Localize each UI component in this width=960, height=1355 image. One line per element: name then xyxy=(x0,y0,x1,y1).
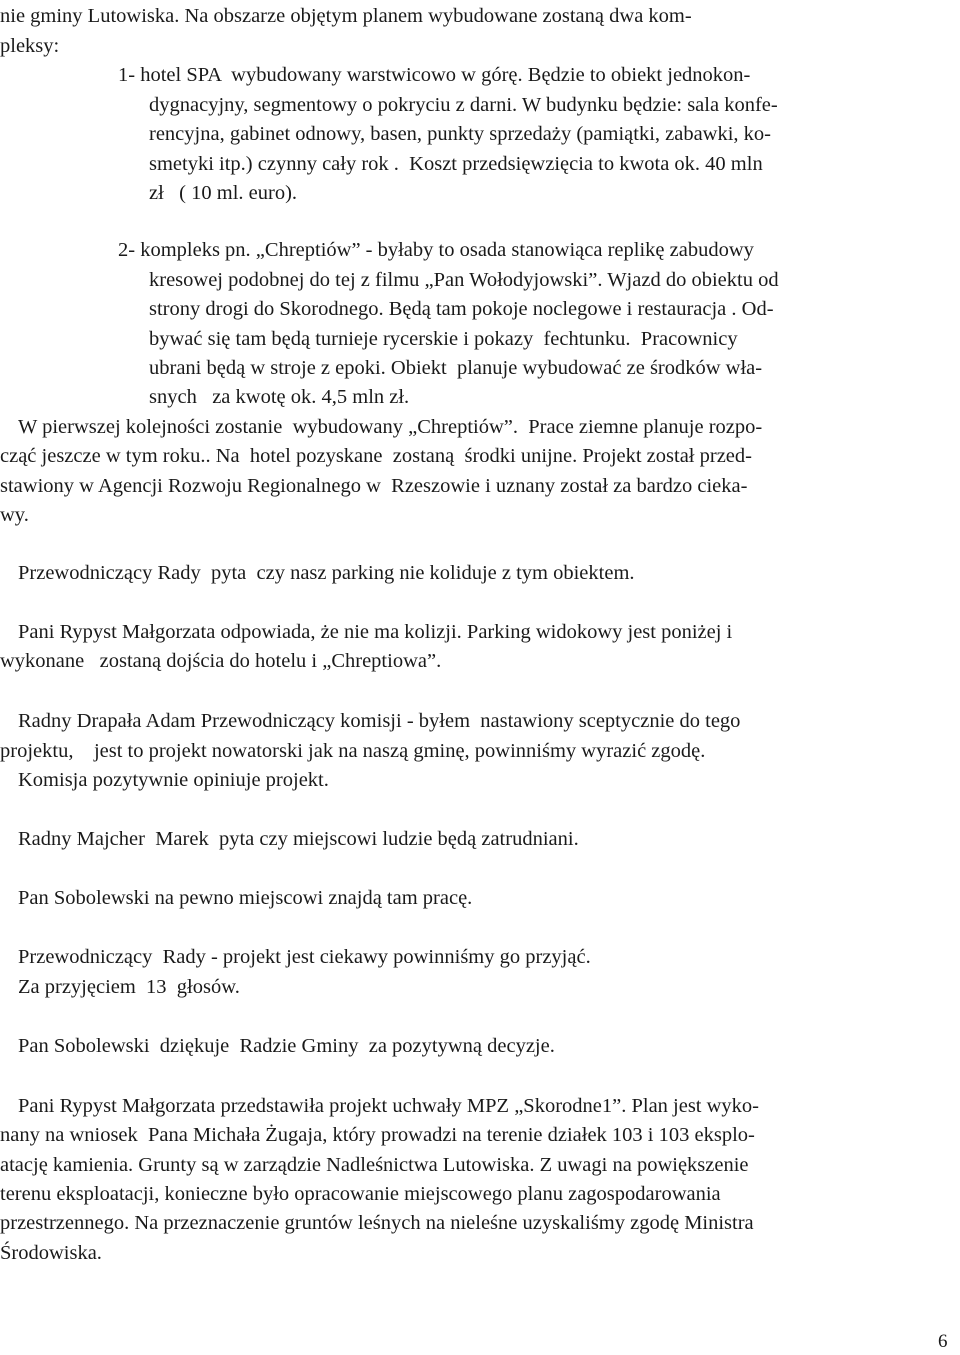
text-line: cząć jeszcze w tym roku.. Na hotel pozyskane zostaną środki unijne. Projekt został przed- xyxy=(0,445,752,467)
text-line: nany na wniosek Pana Michała Żugaja, który prowadzi na terenie działek 103 i 103 eksplo- xyxy=(0,1124,755,1146)
text-line: rencyjna, gabinet odnowy, basen, punkty sprzedaży (pamiątki, zabawki, ko- xyxy=(149,123,772,145)
text-line: wykonane zostaną dojścia do hotelu i „Chreptiowa”. xyxy=(0,650,442,672)
text-line: Przewodniczący Rady - projekt jest ciekawy powinniśmy go przyjąć. xyxy=(18,946,591,968)
text-line: zł ( 10 ml. euro). xyxy=(149,182,298,204)
text-line: Środowiska. xyxy=(0,1242,102,1264)
text-line: Komisja pozytywnie opiniuje projekt. xyxy=(18,769,329,791)
text-line: przestrzennego. Na przeznaczenie gruntów leśnych na nieleśne uzyskaliśmy zgodę Ministra xyxy=(0,1212,754,1234)
text-line: bywać się tam będą turnieje rycerskie i pokazy fechtunku. Pracownicy xyxy=(149,328,738,350)
text-line: Za przyjęciem 13 głosów. xyxy=(18,976,240,998)
text-line: Przewodniczący Rady pyta czy nasz parking nie koliduje z tym obiektem. xyxy=(18,562,635,584)
text-line: ubrani będą w stroje z epoki. Obiekt planuje wybudować ze środków wła- xyxy=(149,357,763,379)
list-item-hotel: 1- hotel SPA wybudowany warstwicowo w górę. Będzie to obiekt jednokon- xyxy=(118,64,751,86)
text-line: Pani Rypyst Małgorzata przedstawiła projekt uchwały MPZ „Skorodne1”. Plan jest wyko- xyxy=(18,1095,760,1117)
text-line: stawiony w Agencji Rozwoju Regionalnego w Rzeszowie i uznany został za bardzo cieka- xyxy=(0,475,748,497)
list-item-kompleks: 2- kompleks pn. „Chreptiów” - byłaby to osada stanowiąca replikę zabudowy xyxy=(118,239,754,261)
text-line: wy. xyxy=(0,504,29,526)
text-line: pleksy: xyxy=(0,35,60,57)
text-line: dygnacyjny, segmentowy o pokryciu z darni. W budynku będzie: sala konfe- xyxy=(149,94,778,116)
text-line: smetyki itp.) czynny cały rok . Koszt przedsięwzięcia to kwota ok. 40 mln xyxy=(149,153,763,175)
text-line: Radny Drapała Adam Przewodniczący komisji - byłem nastawiony sceptycznie do tego xyxy=(18,710,741,732)
text-line: Pan Sobolewski na pewno miejscowi znajdą tam pracę. xyxy=(18,887,473,909)
text-line: atację kamienia. Grunty są w zarządzie Nadleśnictwa Lutowiska. Z uwagi na powiększenie xyxy=(0,1154,749,1176)
text-line: Pani Rypyst Małgorzata odpowiada, że nie ma kolizji. Parking widokowy jest poniżej i xyxy=(18,621,733,643)
text-line: terenu eksploatacji, konieczne było opracowanie miejscowego planu zagospodarowania xyxy=(0,1183,721,1205)
page-number: 6 xyxy=(938,1331,948,1352)
text-line: projektu, jest to projekt nowatorski jak na naszą gminę, powinniśmy wyrazić zgodę. xyxy=(0,740,706,762)
text-line: Pan Sobolewski dziękuje Radzie Gminy za pozytywną decyzje. xyxy=(18,1035,555,1057)
text-line: strony drogi do Skorodnego. Będą tam pokoje noclegowe i restauracja . Od- xyxy=(149,298,774,320)
text-line: kresowej podobnej do tej z filmu „Pan Wołodyjowski”. Wjazd do obiektu od xyxy=(149,269,779,291)
text-line: nie gminy Lutowiska. Na obszarze objętym planem wybudowane zostaną dwa kom- xyxy=(0,5,692,27)
text-line: Radny Majcher Marek pyta czy miejscowi ludzie będą zatrudniani. xyxy=(18,828,579,850)
text-line: snych za kwotę ok. 4,5 mln zł. xyxy=(149,386,410,408)
text-line: W pierwszej kolejności zostanie wybudowany „Chreptiów”. Prace ziemne planuje rozpo- xyxy=(18,416,763,438)
